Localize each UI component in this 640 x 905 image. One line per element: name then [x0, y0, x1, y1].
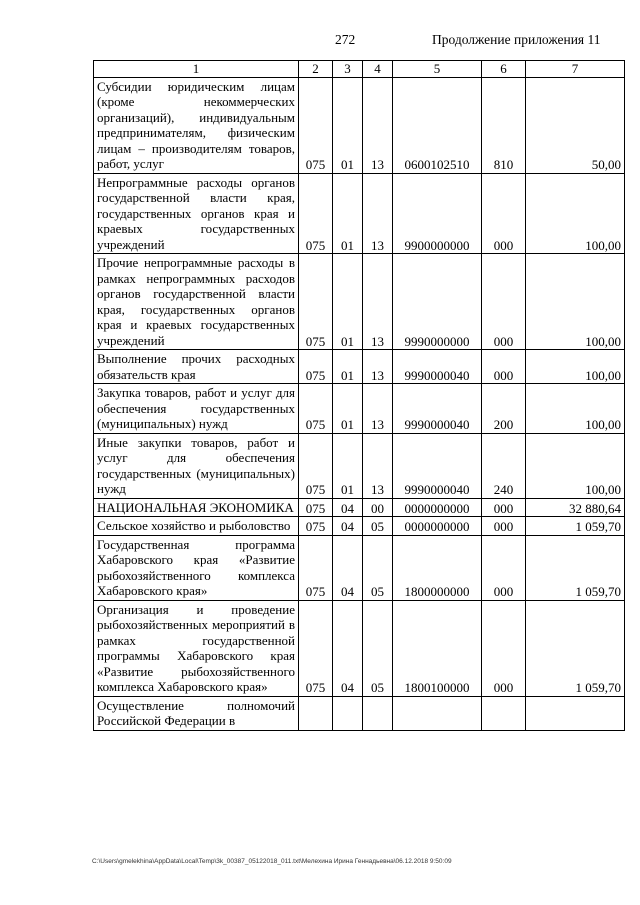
cell-expense-type: 240: [482, 433, 526, 498]
table-row: [94, 696, 625, 730]
column-number: 4: [363, 61, 393, 78]
cell-target: 1800000000: [393, 535, 482, 600]
column-number-row: [94, 61, 625, 78]
cell-expense-type: 000: [482, 498, 526, 517]
continuation-caption: Продолжение приложения 11: [432, 32, 601, 47]
cell-code: 075: [299, 77, 333, 173]
row-name: Организация и проведение рыбохозяйственных мероприятий в рамках государственной программы Хабаровского края «Развитие рыбохозяйственного комплекса Хабаровского края»: [94, 600, 299, 696]
cell-target: 9900000000: [393, 173, 482, 254]
cell-subsection: 00: [363, 498, 393, 517]
cell-section: 01: [333, 77, 363, 173]
column-number: 3: [333, 61, 363, 78]
cell-section: 01: [333, 384, 363, 434]
cell-subsection: 13: [363, 433, 393, 498]
cell-subsection: 13: [363, 350, 393, 384]
cell-section: [333, 696, 363, 730]
row-name: Субсидии юридическим лицам (кроме некоммерческих организаций), индивидуальным предпринимателям, физическим лицам – производителям товаров, работ, услуг: [94, 77, 299, 173]
table-row: [94, 384, 625, 434]
cell-amount: 100,00: [526, 384, 625, 434]
cell-code: 075: [299, 517, 333, 536]
cell-target: 9990000040: [393, 350, 482, 384]
table-row: [94, 517, 625, 536]
cell-code: 075: [299, 535, 333, 600]
cell-expense-type: 810: [482, 77, 526, 173]
cell-amount: 100,00: [526, 254, 625, 350]
cell-section: 04: [333, 517, 363, 536]
cell-amount: 1 059,70: [526, 517, 625, 536]
cell-section: 01: [333, 433, 363, 498]
cell-section: 04: [333, 535, 363, 600]
row-name: Сельское хозяйство и рыболовство: [94, 517, 299, 536]
cell-target: 0600102510: [393, 77, 482, 173]
column-number: 2: [299, 61, 333, 78]
column-number: 6: [482, 61, 526, 78]
cell-section: 01: [333, 173, 363, 254]
cell-expense-type: 000: [482, 173, 526, 254]
cell-target: [393, 696, 482, 730]
row-name: Государственная программа Хабаровского края «Развитие рыбохозяйственного комплекса Хабаровского края»: [94, 535, 299, 600]
column-number: 1: [94, 61, 299, 78]
cell-section: 04: [333, 600, 363, 696]
table-row: [94, 535, 625, 600]
cell-amount: 1 059,70: [526, 600, 625, 696]
cell-code: 075: [299, 433, 333, 498]
table-row: [94, 173, 625, 254]
cell-target: 1800100000: [393, 600, 482, 696]
cell-code: 075: [299, 350, 333, 384]
column-number: 5: [393, 61, 482, 78]
cell-section: 01: [333, 254, 363, 350]
cell-expense-type: [482, 696, 526, 730]
column-number: 7: [526, 61, 625, 78]
cell-expense-type: 000: [482, 350, 526, 384]
table-row: [94, 600, 625, 696]
cell-target: 9990000040: [393, 433, 482, 498]
cell-code: 075: [299, 384, 333, 434]
cell-target: 0000000000: [393, 498, 482, 517]
file-path-footer: C:\Users\gmelekhina\AppData\Local\Temp\3k_00387_05122018_011.txt\Мелехина Ирина Геннадьевна\06.12.2018 9:50:09: [92, 858, 452, 865]
row-name: Осуществление полномочий Российской Федерации в: [94, 696, 299, 730]
cell-subsection: [363, 696, 393, 730]
cell-amount: 100,00: [526, 173, 625, 254]
page-number: 272: [335, 32, 356, 47]
cell-section: 01: [333, 350, 363, 384]
row-name: Иные закупки товаров, работ и услуг для обеспечения государственных (муниципальных) нужд: [94, 433, 299, 498]
cell-target: 9990000040: [393, 384, 482, 434]
cell-amount: 100,00: [526, 433, 625, 498]
cell-code: 075: [299, 254, 333, 350]
cell-target: 9990000000: [393, 254, 482, 350]
row-name: Прочие непрограммные расходы в рамках непрограммных расходов органов государственной власти края, государственных органов края и краевых государственных учреждений: [94, 254, 299, 350]
row-name: Закупка товаров, работ и услуг для обеспечения государственных (муниципальных) нужд: [94, 384, 299, 434]
cell-amount: [526, 696, 625, 730]
cell-amount: 1 059,70: [526, 535, 625, 600]
row-name: Выполнение прочих расходных обязательств края: [94, 350, 299, 384]
cell-amount: 50,00: [526, 77, 625, 173]
cell-subsection: 05: [363, 535, 393, 600]
row-name: Непрограммные расходы органов государственной власти края, государственных органов края и краевых государственных учреждений: [94, 173, 299, 254]
table-row: [94, 433, 625, 498]
cell-subsection: 05: [363, 600, 393, 696]
cell-code: 075: [299, 600, 333, 696]
cell-expense-type: 000: [482, 535, 526, 600]
cell-expense-type: 000: [482, 600, 526, 696]
cell-subsection: 13: [363, 254, 393, 350]
cell-code: 075: [299, 173, 333, 254]
budget-table: [93, 60, 625, 731]
cell-code: 075: [299, 498, 333, 517]
table-row: [94, 350, 625, 384]
cell-amount: 100,00: [526, 350, 625, 384]
table-row: [94, 498, 625, 517]
cell-subsection: 13: [363, 77, 393, 173]
row-name: НАЦИОНАЛЬНАЯ ЭКОНОМИКА: [94, 498, 299, 517]
cell-amount: 32 880,64: [526, 498, 625, 517]
cell-code: [299, 696, 333, 730]
cell-subsection: 13: [363, 173, 393, 254]
cell-subsection: 13: [363, 384, 393, 434]
cell-expense-type: 200: [482, 384, 526, 434]
cell-subsection: 05: [363, 517, 393, 536]
cell-expense-type: 000: [482, 517, 526, 536]
table-row: [94, 254, 625, 350]
table-row: [94, 77, 625, 173]
cell-section: 04: [333, 498, 363, 517]
cell-expense-type: 000: [482, 254, 526, 350]
cell-target: 0000000000: [393, 517, 482, 536]
